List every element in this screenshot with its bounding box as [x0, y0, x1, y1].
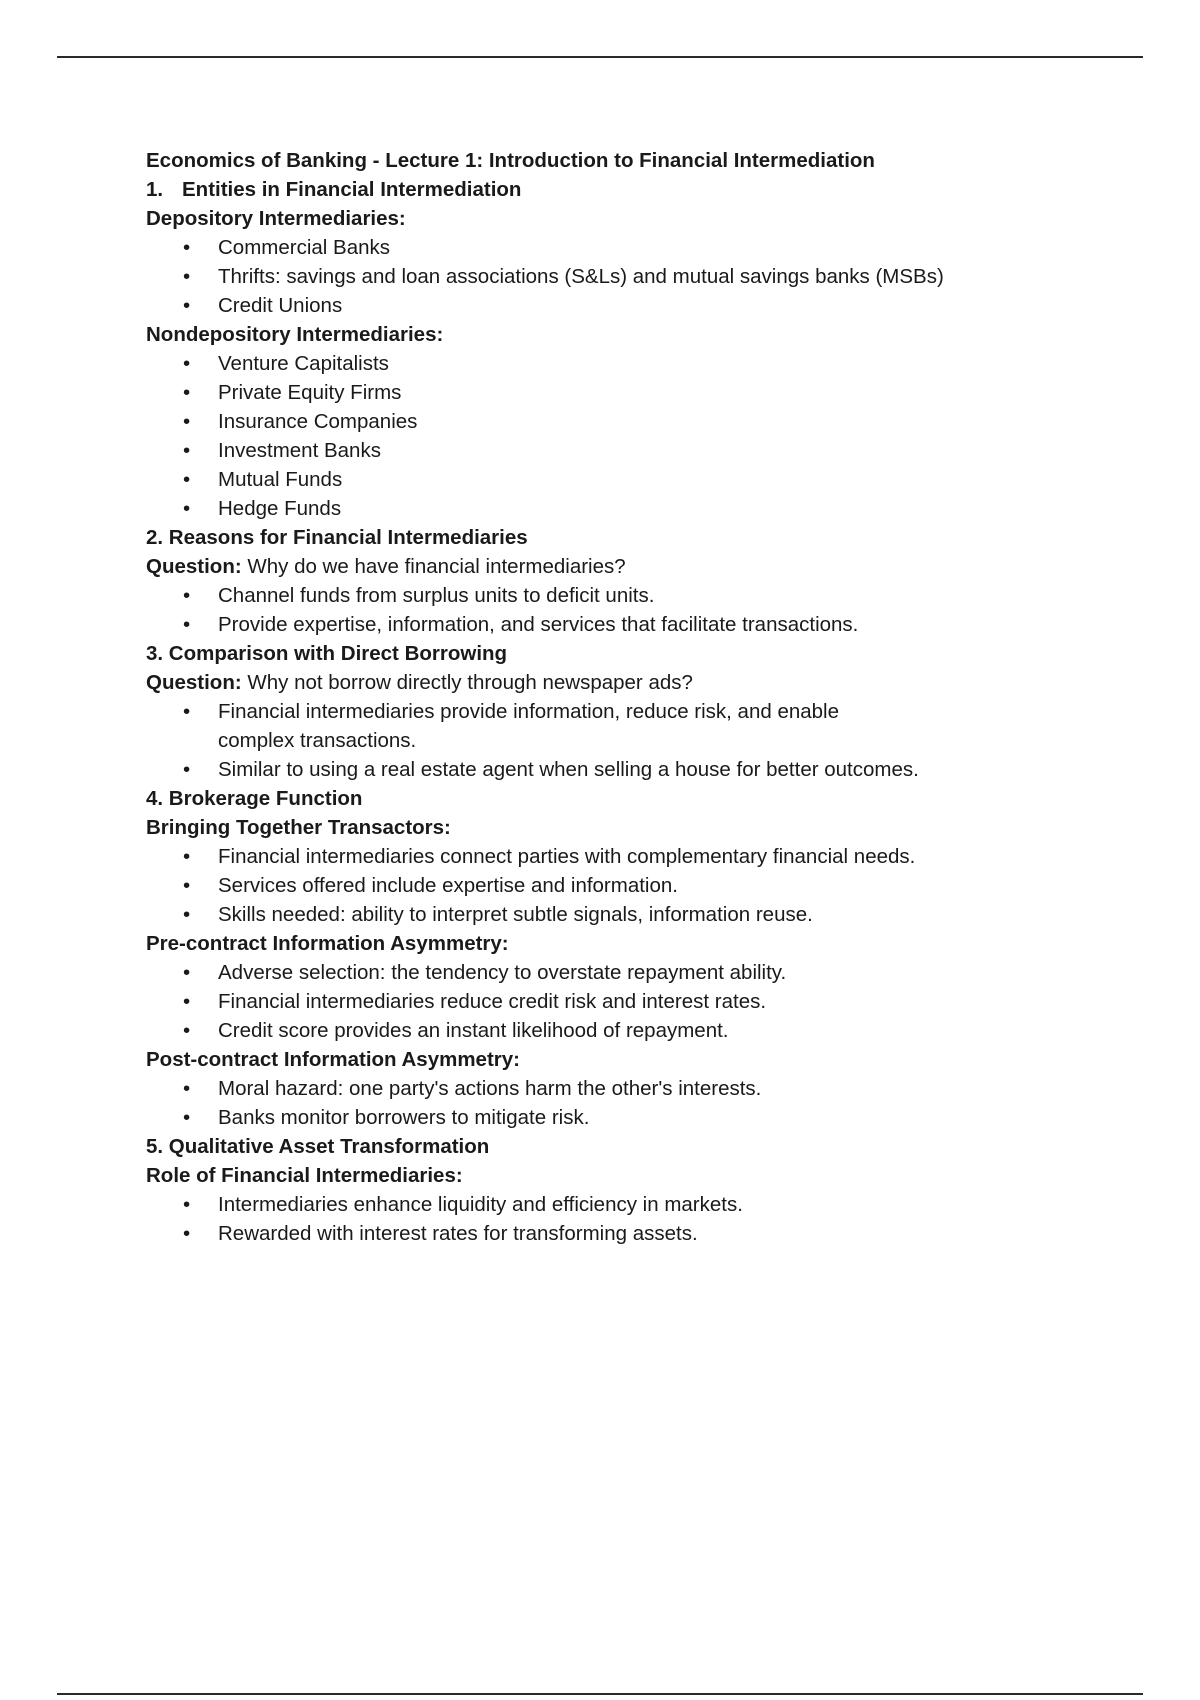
nondepository-list: [146, 349, 1046, 523]
list-item: • Banks monitor borrowers to mitigate risk.: [146, 1103, 1046, 1132]
list-item: • Intermediaries enhance liquidity and efficiency in markets.: [146, 1190, 1046, 1219]
top-rule: [57, 56, 1143, 58]
section-2-heading: 2. Reasons for Financial Intermediaries: [146, 526, 528, 549]
nondepository-label: Nondepository Intermediaries:: [146, 323, 444, 346]
list-item: • Credit Unions: [146, 291, 1046, 320]
list-item: • Adverse selection: the tendency to overstate repayment ability.: [146, 958, 1046, 987]
list-item: • Moral hazard: one party's actions harm the other's interests.: [146, 1074, 1046, 1103]
depository-label: Depository Intermediaries:: [146, 207, 406, 230]
section-1-title: Entities in Financial Intermediation: [182, 178, 522, 201]
question-label: Question:: [146, 555, 242, 578]
list-item: • Financial intermediaries connect parties with complementary financial needs.: [146, 842, 1046, 871]
list-item: • Rewarded with interest rates for transforming assets.: [146, 1219, 1046, 1248]
list-item: • Similar to using a real estate agent when selling a house for better outcomes.: [146, 755, 1046, 784]
postcontract-label: Post-contract Information Asymmetry:: [146, 1048, 520, 1071]
list-item: • Credit score provides an instant likelihood of repayment.: [146, 1016, 1046, 1045]
bringing-label: Bringing Together Transactors:: [146, 816, 451, 839]
list-item: • Provide expertise, information, and services that facilitate transactions.: [146, 610, 1046, 639]
section-2-list: [146, 581, 1046, 639]
section-1-heading: [146, 175, 1046, 204]
list-item: • Private Equity Firms: [146, 378, 1046, 407]
list-item: • Skills needed: ability to interpret subtle signals, information reuse.: [146, 900, 1046, 929]
list-item: • Financial intermediaries provide information, reduce risk, and enable complex transactions.: [146, 697, 1046, 755]
section-3-question: [146, 668, 1046, 697]
document-body: [146, 146, 1046, 1248]
question-text: Why not borrow directly through newspaper ads?: [241, 671, 693, 694]
section-3-list: [146, 697, 1046, 784]
question-label: Question:: [146, 671, 242, 694]
list-item: • Investment Banks: [146, 436, 1046, 465]
list-item: • Commercial Banks: [146, 233, 1046, 262]
list-item: • Thrifts: savings and loan associations (S&Ls) and mutual savings banks (MSBs): [146, 262, 1046, 291]
question-text: Why do we have financial intermediaries?: [241, 555, 626, 578]
list-item: • Mutual Funds: [146, 465, 1046, 494]
document-title: Economics of Banking - Lecture 1: Introduction to Financial Intermediation: [146, 149, 875, 172]
section-3-heading: 3. Comparison with Direct Borrowing: [146, 642, 508, 665]
role-list: [146, 1190, 1046, 1248]
depository-list: [146, 233, 1046, 320]
section-1-number: 1.: [146, 178, 164, 201]
bringing-list: [146, 842, 1046, 929]
section-4-heading: 4. Brokerage Function: [146, 787, 363, 810]
list-item: • Services offered include expertise and information.: [146, 871, 1046, 900]
precontract-label: Pre-contract Information Asymmetry:: [146, 932, 509, 955]
role-label: Role of Financial Intermediaries:: [146, 1164, 463, 1187]
bottom-rule: [57, 1693, 1143, 1695]
list-item: • Financial intermediaries reduce credit risk and interest rates.: [146, 987, 1046, 1016]
list-item: • Channel funds from surplus units to deficit units.: [146, 581, 1046, 610]
list-item: • Venture Capitalists: [146, 349, 1046, 378]
list-item: • Insurance Companies: [146, 407, 1046, 436]
list-item: • Hedge Funds: [146, 494, 1046, 523]
postcontract-list: [146, 1074, 1046, 1132]
precontract-list: [146, 958, 1046, 1045]
section-2-question: [146, 552, 1046, 581]
section-5-heading: 5. Qualitative Asset Transformation: [146, 1135, 490, 1158]
